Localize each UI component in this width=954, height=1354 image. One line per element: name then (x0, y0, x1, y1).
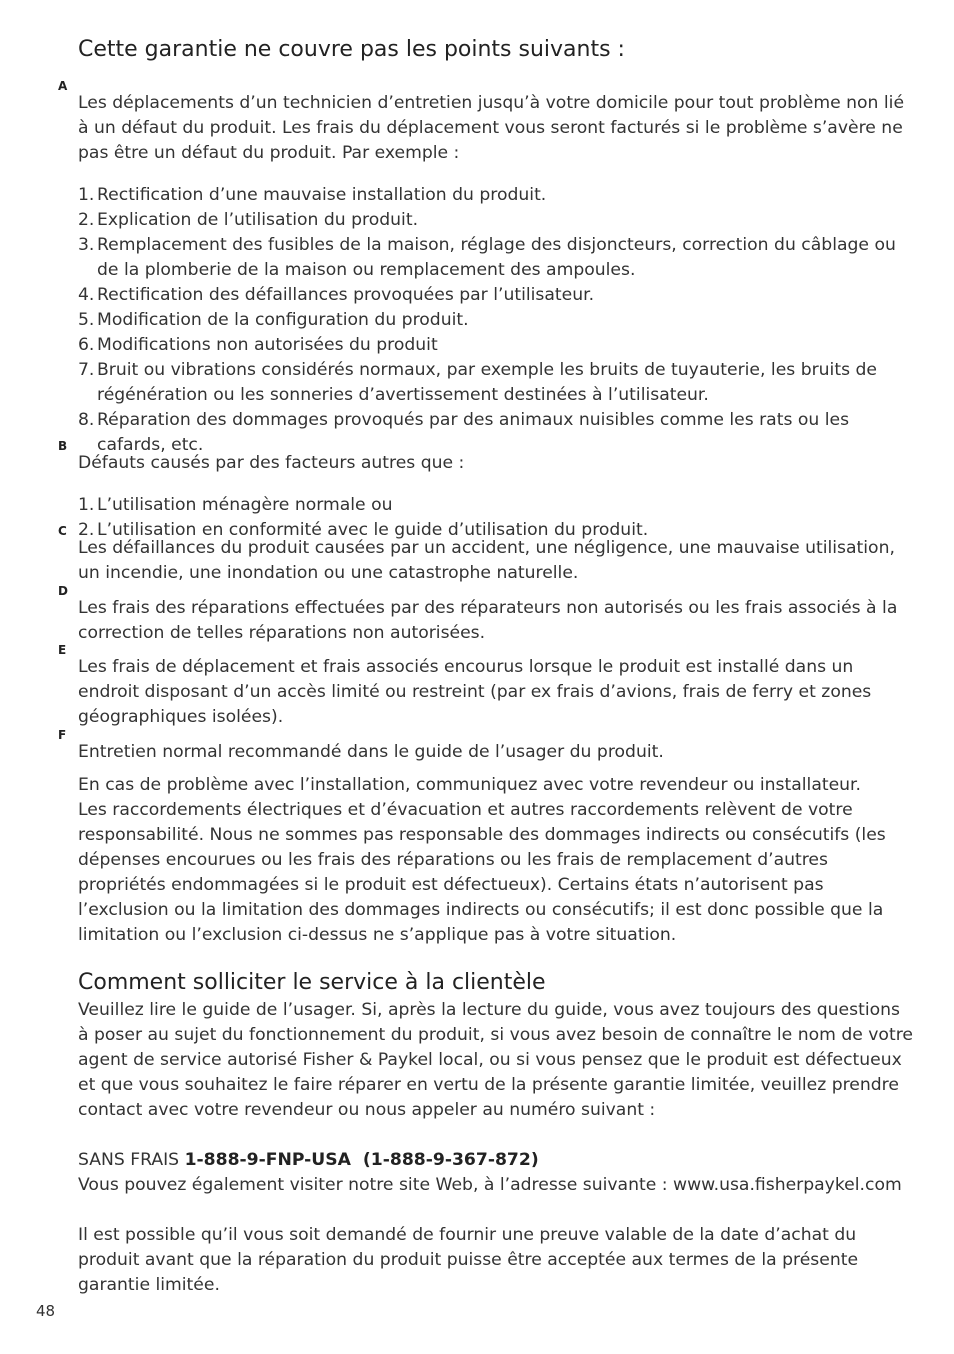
phone-number: 1-888-9-FNP-USA (1-888-9-367-872) (184, 1150, 539, 1170)
page-number: 48 (36, 1302, 56, 1320)
item-text: Les frais de déplacement et frais associés encourus lorsque le produit est installé dans un endroit disposant d’un accès limité ou restreint (par ex frais d’avions, frais de ferry et zones géographiques isolées). (78, 657, 872, 728)
sub-item: 8. Réparation des dommages provoqués par des animaux nuisibles comme les rats ou les cafards, etc. (78, 410, 850, 456)
installation-paragraph (78, 773, 914, 948)
sub-item: 6. Modifications non autorisées du produit (78, 335, 438, 356)
exclusion-item-a (58, 74, 914, 458)
section-title-exclusions: Cette garantie ne couvre pas les points suivants : (78, 37, 625, 62)
item-letter: A (58, 79, 68, 93)
item-letter: D (58, 584, 68, 598)
item-letter: B (58, 439, 68, 453)
sub-item: 2. Explication de l’utilisation du produit. (78, 210, 419, 231)
item-text: Les frais des réparations effectuées par des réparateurs non autorisés ou les frais associés à la correction de telles réparations non autorisées. (78, 598, 898, 644)
item-text: Les déplacements d’un technicien d’entretien jusqu’à votre domicile pour tout problème non lié à un défaut du produit. Les frais du déplacement vous seront facturés si le problème s’avère ne pas être un défaut du produit. Par exemple : (78, 93, 905, 164)
sub-item: 2. L’utilisation en conformité avec le guide d’utilisation du produit. (78, 520, 649, 541)
item-text: Les défaillances du produit causées par un accident, une négligence, une mauvaise utilisation, un incendie, une inondation ou une catastrophe naturelle. (78, 538, 895, 584)
paragraph-line: En cas de problème avec l’installation, communiquez avec votre revendeur ou installateur. (78, 775, 862, 795)
service-intro: Veuillez lire le guide de l’usager. Si, après la lecture du guide, vous avez toujours des questions à poser au sujet du fonctionnement du produit, si vous avez besoin de connaître le nom de votre agent de service autorisé Fisher & Paykel local, ou si vous pensez que le produit est défectueux et que vous souhaitez le faire réparer en vertu de la présente garantie limitée, veuillez prendre contact avec votre revendeur ou nous appeler au numéro suivant : (78, 1000, 913, 1120)
sub-item: 5. Modification de la configuration du produit. (78, 310, 469, 331)
proof-of-purchase: Il est possible qu’il vous soit demandé de fournir une preuve valable de la date d’achat du produit avant que la réparation du produit puisse être acceptée aux termes de la présente garantie limitée. (78, 1225, 859, 1295)
website-line: Vous pouvez également visiter notre site Web, à l’adresse suivante : www.usa.fisherpaykel.com (78, 1175, 902, 1195)
item-text: Défauts causés par des facteurs autres que : (78, 453, 465, 474)
item-letter: E (58, 643, 67, 657)
item-text: Entretien normal recommandé dans le guide de l’usager du produit. (78, 742, 664, 763)
responsibility-paragraph: Les raccordements électriques et d’évacuation et autres raccordements relèvent de votre responsabilité. Nous ne sommes pas responsable des dommages indirects ou consécutifs (les dépenses encourues ou les frais des réparations ou les frais de remplacement d’autres propriétés endommagées si le produit est défectueux). Certains états n’autorisent pas l’exclusion ou la limitation des dommages indirects ou consécutifs; il est donc possible que la limitation ou l’exclusion ci-dessus ne s’applique pas à votre situation. (78, 800, 886, 945)
item-letter: C (58, 524, 67, 538)
phone-prefix: SANS FRAIS (78, 1150, 180, 1170)
sub-item: 1. Rectification d’une mauvaise installation du produit. (78, 185, 547, 206)
sub-item: 7. Bruit ou vibrations considérés normaux, par exemple les bruits de tuyauterie, les bruits de régénération ou les sonneries d’avertissement destinées à l’utilisateur. (78, 360, 877, 406)
phone-line (78, 1148, 914, 1173)
item-letter: F (58, 728, 67, 742)
sub-item: 1. L’utilisation ménagère normale ou (78, 495, 393, 516)
customer-service-block (78, 998, 914, 1298)
sub-item: 4. Rectification des défaillances provoquées par l’utilisateur. (78, 285, 595, 306)
sub-item: 3. Remplacement des fusibles de la maison, réglage des disjoncteurs, correction du câblage ou de la plomberie de la maison ou remplacement des ampoules. (78, 235, 896, 281)
section-title-customer-service: Comment solliciter le service à la clientèle (78, 970, 546, 995)
